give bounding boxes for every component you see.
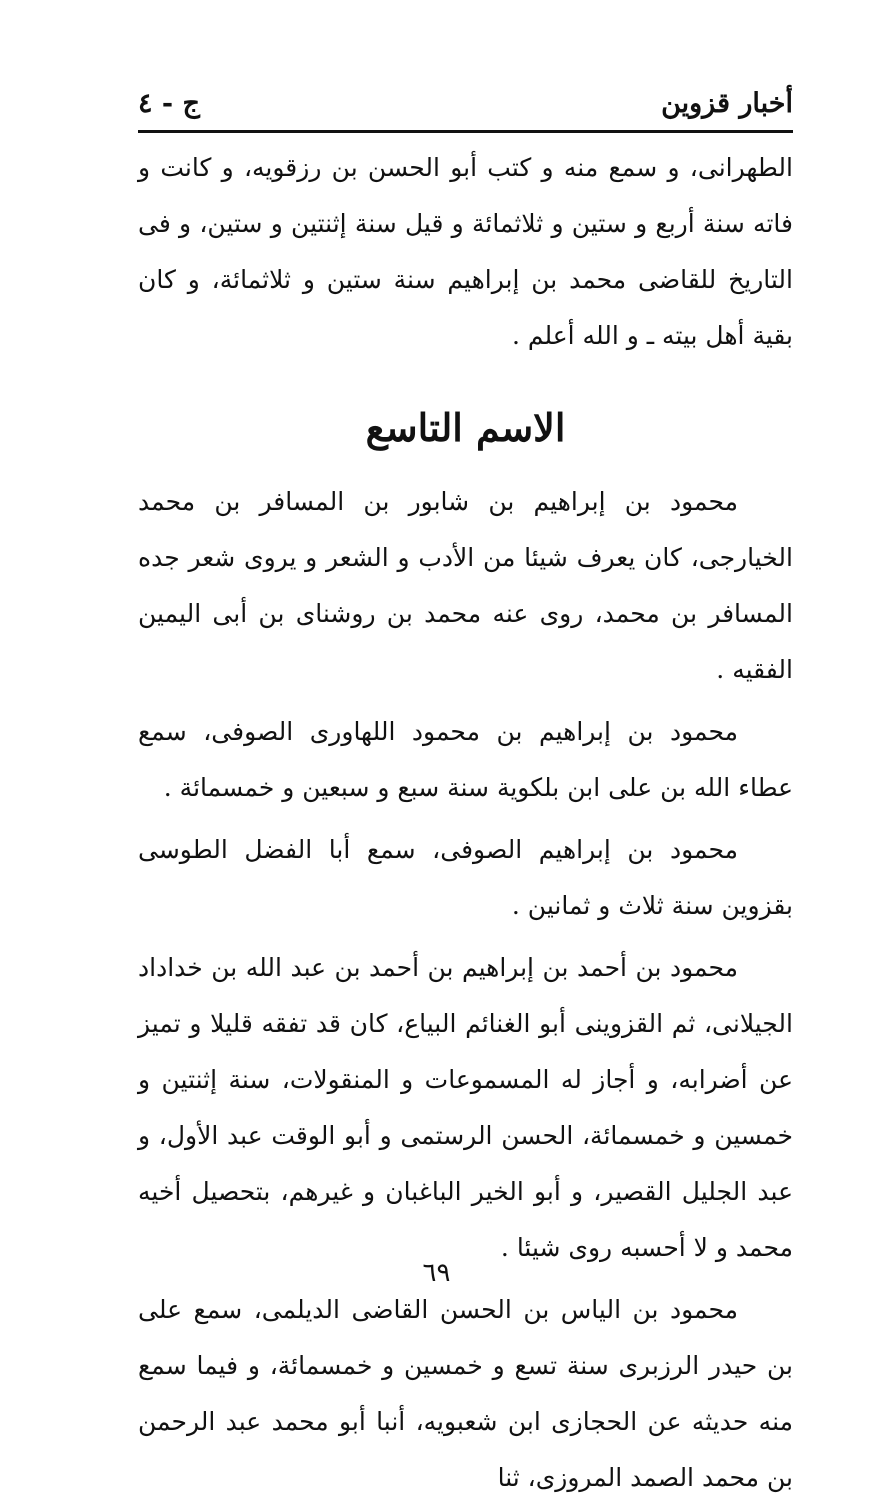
entry-paragraph: محمود بن إبراهيم بن محمود اللهاورى الصوفى، سمع عطاء الله بن على ابن بلكوية سنة سبع و سبعين و خمسمائة . xyxy=(138,717,793,802)
page-body xyxy=(138,140,793,1506)
entry-paragraph: محمود بن إبراهيم الصوفى، سمع أبا الفضل الطوسى بقزوين سنة ثلاث و ثمانين . xyxy=(138,835,793,920)
entry-paragraph: محمود بن إبراهيم بن شابور بن المسافر بن محمد الخيارجى، كان يعرف شيئا من الأدب و الشعر و يروى شعر جده المسافر بن محمد، روى عنه محمد بن روشناى بن أبى اليمين الفقيه . xyxy=(138,487,793,684)
entry-paragraph: محمود بن الياس بن الحسن القاضى الديلمى، سمع على بن حيدر الرزبرى سنة تسع و خمسين و خمسمائة، و فيما سمع منه حديثه عن الحجازى ابن شعبويه، أنبا أبو محمد عبد الرحمن بن محمد الصمد المروزى، ثنا xyxy=(138,1295,793,1492)
header-divider xyxy=(138,130,793,133)
paragraph-continuation: الطهرانى، و سمع منه و كتب أبو الحسن بن رزقويه، و كانت و فاته سنة أربع و ستين و ثلاثمائة و قيل سنة إثنتين و ستين، و فى التاريخ للقاضى محمد بن إبراهيم سنة ستين و ثلاثمائة، و كان بقية أهل بيته ـ و الله أعلم . xyxy=(138,153,793,350)
entry-paragraph: محمود بن أحمد بن إبراهيم بن أحمد بن عبد الله بن خداداد الجيلانى، ثم القزوينى أبو الغنائم البياع، كان قد تفقه قليلا و تميز عن أضرابه، و أجاز له المسموعات و المنقولات، سنة إثنتين و خمسين و خمسمائة، الحسن الرستمى و أبو الوقت عبد الأول، و عبد الجليل القصير، و أبو الخير الباغبان و غيرهم، بتحصيل أخيه محمد و لا أحسبه روى شيئا . xyxy=(138,953,793,1262)
running-header xyxy=(138,82,793,130)
page-number: ٦٩ xyxy=(422,1258,451,1288)
volume-label: ج - ٤ xyxy=(138,88,200,119)
book-title: أخبار قزوين xyxy=(661,88,793,119)
section-heading: الاسم التاسع xyxy=(365,405,566,450)
